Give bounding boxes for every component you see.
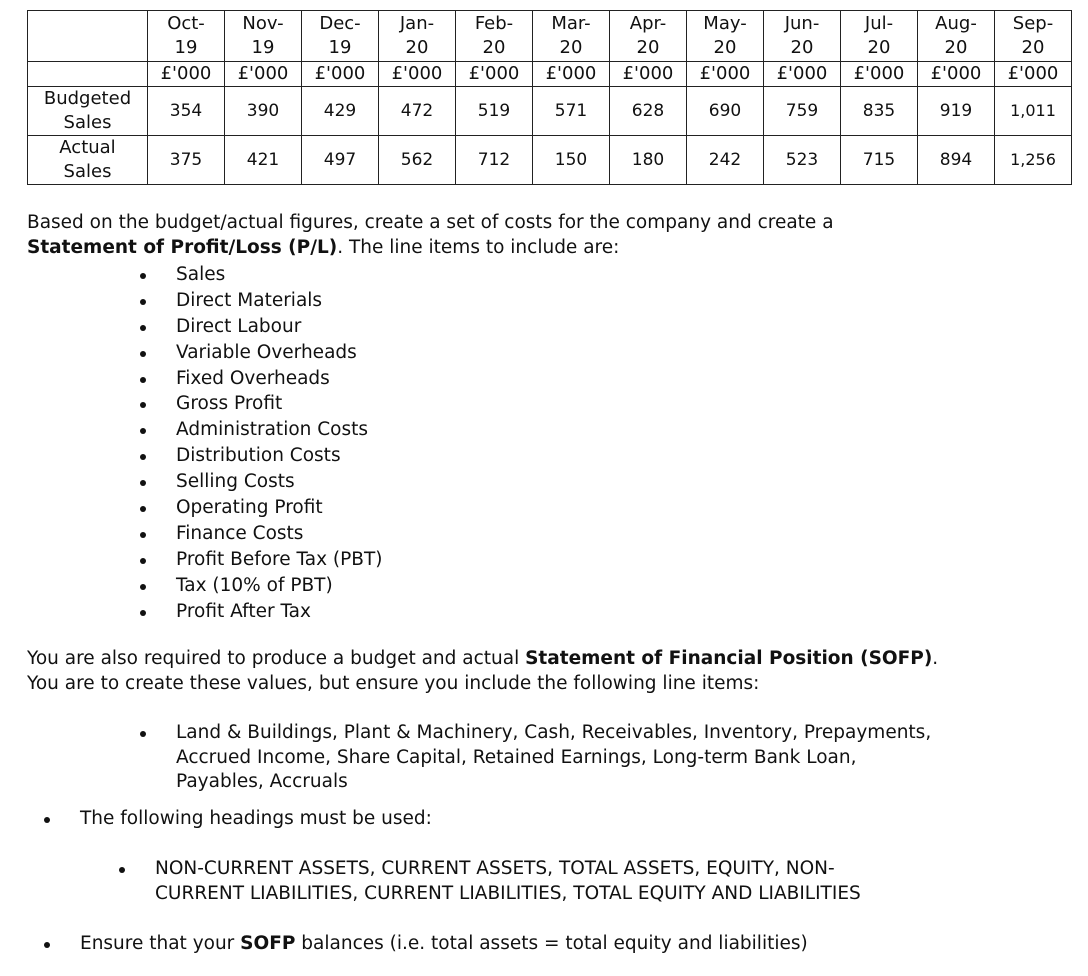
table-row bbox=[28, 87, 1072, 136]
balance-bold: SOFP bbox=[240, 933, 296, 954]
table-header-units bbox=[28, 62, 1072, 87]
year-label: 20 bbox=[482, 37, 506, 58]
table-row bbox=[28, 136, 1072, 185]
month-label: Jun- bbox=[784, 13, 820, 34]
month-label: Nov- bbox=[242, 13, 284, 34]
value-cell: 628 bbox=[610, 87, 687, 136]
month-label: Oct- bbox=[167, 13, 205, 34]
balance-pre: Ensure that your bbox=[80, 933, 241, 954]
month-header-cell bbox=[225, 11, 302, 62]
value-cell: 390 bbox=[225, 87, 302, 136]
intro-line2-rest: . The line items to include are: bbox=[337, 236, 620, 258]
value-cell: 375 bbox=[148, 136, 225, 185]
balance-post: balances (i.e. total assets = total equity and liabilities) bbox=[295, 933, 808, 954]
month-header-cell bbox=[379, 11, 456, 62]
value-cell: 150 bbox=[533, 136, 610, 185]
unit-cell: £'000 bbox=[841, 62, 918, 87]
intro-bold-pl: Statement of Profit/Loss (P/L) bbox=[27, 236, 338, 258]
row-label-line1: Actual bbox=[59, 137, 116, 158]
headings-list-bullet bbox=[119, 857, 1019, 907]
bullet-dot bbox=[119, 867, 125, 873]
list-item: Direct Materials bbox=[140, 288, 383, 314]
value-cell: 712 bbox=[456, 136, 533, 185]
value-cell: 562 bbox=[379, 136, 456, 185]
table-header-months bbox=[28, 11, 1072, 62]
unit-cell: £'000 bbox=[379, 62, 456, 87]
unit-cell: £'000 bbox=[687, 62, 764, 87]
month-header-cell bbox=[841, 11, 918, 62]
row-label-cell bbox=[28, 136, 148, 185]
list-item: Administration Costs bbox=[140, 417, 383, 443]
list-item: Distribution Costs bbox=[140, 443, 383, 469]
sales-table bbox=[27, 10, 1072, 185]
list-item: Profit Before Tax (PBT) bbox=[140, 547, 383, 573]
value-cell: 715 bbox=[841, 136, 918, 185]
value-cell: 571 bbox=[533, 87, 610, 136]
year-label: 20 bbox=[559, 37, 583, 58]
sofp-line1-pre: You are also required to produce a budget and actual bbox=[27, 648, 526, 669]
bullet-dot bbox=[44, 942, 50, 948]
month-header-cell bbox=[918, 11, 995, 62]
value-cell: 690 bbox=[687, 87, 764, 136]
value-cell: 1,011 bbox=[995, 87, 1072, 136]
unit-cell: £'000 bbox=[302, 62, 379, 87]
headings-intro-bullet bbox=[44, 807, 644, 833]
value-cell: 919 bbox=[918, 87, 995, 136]
balance-text bbox=[80, 932, 808, 957]
list-item: Selling Costs bbox=[140, 469, 383, 495]
year-label: 20 bbox=[1021, 37, 1045, 58]
value-cell: 421 bbox=[225, 136, 302, 185]
month-label: Dec- bbox=[319, 13, 361, 34]
value-cell: 497 bbox=[302, 136, 379, 185]
value-cell: 1,256 bbox=[995, 136, 1072, 185]
month-header-cell bbox=[764, 11, 841, 62]
list-item: Gross Profit bbox=[140, 391, 383, 417]
value-cell: 894 bbox=[918, 136, 995, 185]
bullet-dot bbox=[44, 817, 50, 823]
list-item: Finance Costs bbox=[140, 521, 383, 547]
month-label: Aug- bbox=[935, 13, 977, 34]
list-item: Fixed Overheads bbox=[140, 366, 383, 392]
month-header-cell bbox=[302, 11, 379, 62]
sofp-line2: You are to create these values, but ensure you include the following line items: bbox=[27, 672, 760, 694]
month-header-cell bbox=[148, 11, 225, 62]
year-label: 20 bbox=[944, 37, 968, 58]
year-label: 20 bbox=[790, 37, 814, 58]
month-header-cell bbox=[456, 11, 533, 62]
intro-paragraph bbox=[27, 211, 834, 260]
value-cell: 354 bbox=[148, 87, 225, 136]
unit-cell: £'000 bbox=[918, 62, 995, 87]
unit-cell: £'000 bbox=[148, 62, 225, 87]
list-item: Operating Profit bbox=[140, 495, 383, 521]
headings-line1: NON-CURRENT ASSETS, CURRENT ASSETS, TOTAL ASSETS, EQUITY, NON- bbox=[155, 858, 835, 879]
row-label-line2: Sales bbox=[63, 112, 112, 133]
list-item: Tax (10% of PBT) bbox=[140, 573, 383, 599]
balance-bullet bbox=[44, 932, 944, 958]
value-cell: 523 bbox=[764, 136, 841, 185]
sofp-items-line3: Payables, Accruals bbox=[176, 771, 348, 792]
year-label: 20 bbox=[405, 37, 429, 58]
row-label-line1: Budgeted bbox=[43, 88, 132, 109]
month-label: Feb- bbox=[474, 13, 514, 34]
unit-cell: £'000 bbox=[764, 62, 841, 87]
month-label: Sep- bbox=[1012, 13, 1054, 34]
unit-cell: £'000 bbox=[456, 62, 533, 87]
value-cell: 519 bbox=[456, 87, 533, 136]
headings-intro-text: The following headings must be used: bbox=[80, 808, 432, 829]
sofp-items-bullet bbox=[140, 721, 1040, 797]
value-cell: 242 bbox=[687, 136, 764, 185]
sofp-line1-bold: Statement of Financial Position (SOFP) bbox=[525, 648, 933, 669]
month-header-cell bbox=[995, 11, 1072, 62]
month-label: May- bbox=[703, 13, 747, 34]
sofp-items-line1: Land & Buildings, Plant & Machinery, Cash, Receivables, Inventory, Prepayments, bbox=[176, 722, 932, 743]
sofp-line1-post: . bbox=[932, 648, 939, 669]
year-label: 19 bbox=[328, 37, 352, 58]
year-label: 19 bbox=[251, 37, 275, 58]
month-header-cell bbox=[687, 11, 764, 62]
intro-line1: Based on the budget/actual figures, create a set of costs for the company and create a bbox=[27, 212, 834, 233]
list-item: Direct Labour bbox=[140, 314, 383, 340]
value-cell: 759 bbox=[764, 87, 841, 136]
year-label: 20 bbox=[867, 37, 891, 58]
headings-line2: CURRENT LIABILITIES, CURRENT LIABILITIES, TOTAL EQUITY AND LIABILITIES bbox=[155, 882, 861, 904]
table-corner-cell bbox=[28, 11, 148, 62]
year-label: 20 bbox=[636, 37, 660, 58]
list-item: Variable Overheads bbox=[140, 340, 383, 366]
month-header-cell bbox=[533, 11, 610, 62]
value-cell: 429 bbox=[302, 87, 379, 136]
month-label: Apr- bbox=[629, 13, 667, 34]
unit-cell: £'000 bbox=[533, 62, 610, 87]
row-label-line2: Sales bbox=[63, 161, 112, 182]
headings-text bbox=[155, 857, 861, 906]
sofp-items-line2: Accrued Income, Share Capital, Retained Earnings, Long-term Bank Loan, bbox=[176, 746, 857, 768]
pl-line-items-list bbox=[140, 262, 383, 624]
bullet-dot bbox=[140, 731, 146, 737]
month-label: Mar- bbox=[551, 13, 591, 34]
month-header-cell bbox=[610, 11, 687, 62]
unit-cell: £'000 bbox=[225, 62, 302, 87]
month-label: Jan- bbox=[399, 13, 435, 34]
list-item: Sales bbox=[140, 262, 383, 288]
sofp-items-text bbox=[176, 721, 931, 795]
unit-cell: £'000 bbox=[995, 62, 1072, 87]
month-label: Jul- bbox=[864, 13, 894, 34]
year-label: 20 bbox=[713, 37, 737, 58]
row-label-cell bbox=[28, 87, 148, 136]
unit-cell: £'000 bbox=[610, 62, 687, 87]
value-cell: 180 bbox=[610, 136, 687, 185]
value-cell: 835 bbox=[841, 87, 918, 136]
year-label: 19 bbox=[174, 37, 198, 58]
table-corner-cell bbox=[28, 62, 148, 87]
value-cell: 472 bbox=[379, 87, 456, 136]
sofp-paragraph bbox=[27, 647, 938, 696]
list-item: Profit After Tax bbox=[140, 599, 383, 625]
